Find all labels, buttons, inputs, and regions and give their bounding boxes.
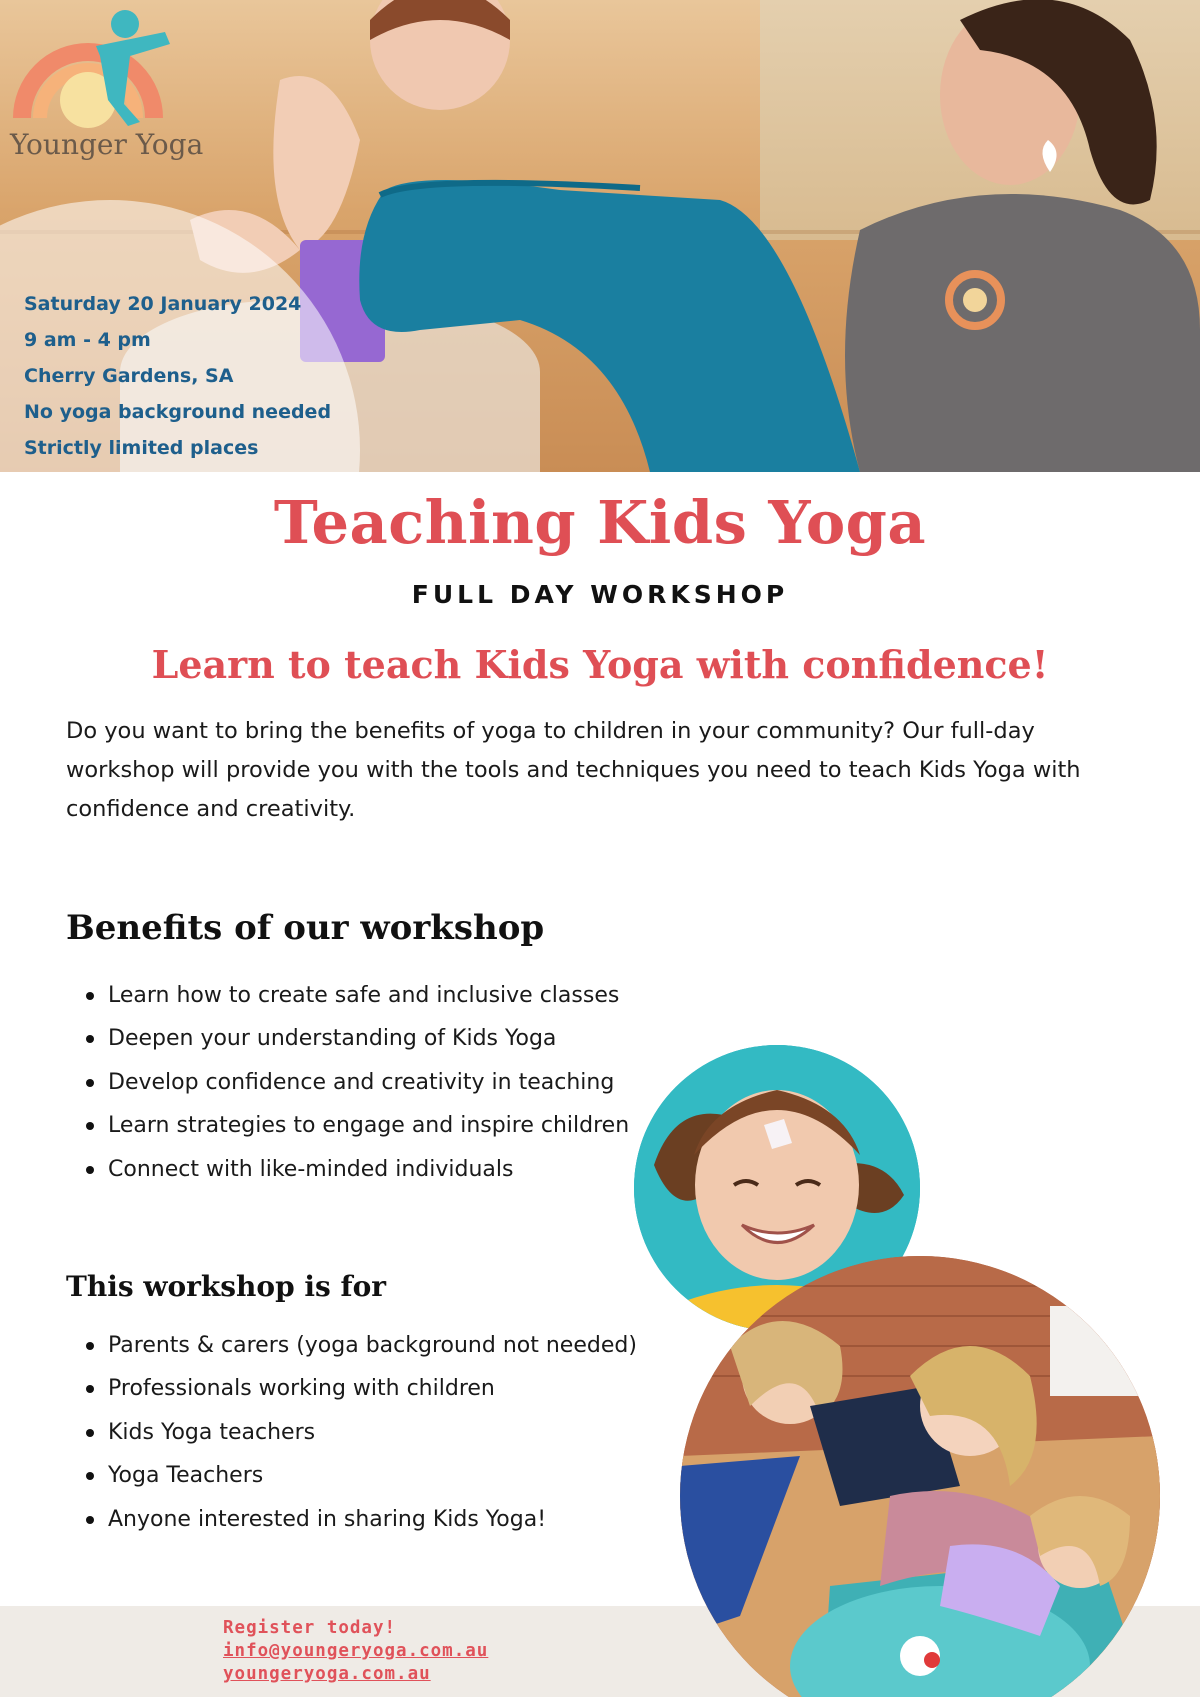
event-requirement: No yoga background needed <box>24 401 332 423</box>
event-time: 9 am - 4 pm <box>24 329 151 351</box>
list-item: Learn how to create safe and inclusive classes <box>86 974 629 1017</box>
brand-name: Younger Yoga <box>10 128 204 161</box>
list-item: Connect with like-minded individuals <box>86 1148 629 1191</box>
audience-list <box>86 1324 637 1541</box>
page-subtitle: FULL DAY WORKSHOP <box>411 580 789 609</box>
list-item: Anyone interested in sharing Kids Yoga! <box>86 1498 637 1541</box>
list-item: Deepen your understanding of Kids Yoga <box>86 1017 629 1060</box>
page-title: Teaching Kids Yoga <box>273 488 927 557</box>
audience-heading: This workshop is for <box>66 1270 387 1303</box>
hero-photo <box>0 0 1200 472</box>
teacher-shirt <box>845 194 1200 472</box>
list-item: Kids Yoga teachers <box>86 1411 637 1454</box>
tagline: Learn to teach Kids Yoga with confidence! <box>151 642 1049 687</box>
footer-contact <box>223 1617 488 1686</box>
benefits-heading: Benefits of our workshop <box>66 908 545 948</box>
intro-paragraph: Do you want to bring the benefits of yoga to children in your community? Our full-day workshop will provide you with the tools and techniques you need to teach Kids Yoga with confidence and creativity. <box>66 718 1081 822</box>
list-item: Yoga Teachers <box>86 1454 637 1497</box>
event-availability: Strictly limited places <box>24 437 259 459</box>
register-cta: Register today! <box>223 1618 397 1638</box>
list-item: Professionals working with children <box>86 1367 637 1410</box>
list-item: Develop confidence and creativity in teaching <box>86 1061 629 1104</box>
event-date: Saturday 20 January 2024 <box>24 293 302 315</box>
website-link[interactable]: youngeryoga.com.au <box>223 1664 431 1684</box>
email-link[interactable]: info@youngeryoga.com.au <box>223 1641 489 1661</box>
event-location: Cherry Gardens, SA <box>24 365 234 387</box>
benefits-list <box>86 974 629 1191</box>
event-details <box>24 286 331 466</box>
teacher-legs <box>359 180 860 472</box>
list-item: Learn strategies to engage and inspire children <box>86 1104 629 1147</box>
list-item: Parents & carers (yoga background not needed) <box>86 1324 637 1367</box>
